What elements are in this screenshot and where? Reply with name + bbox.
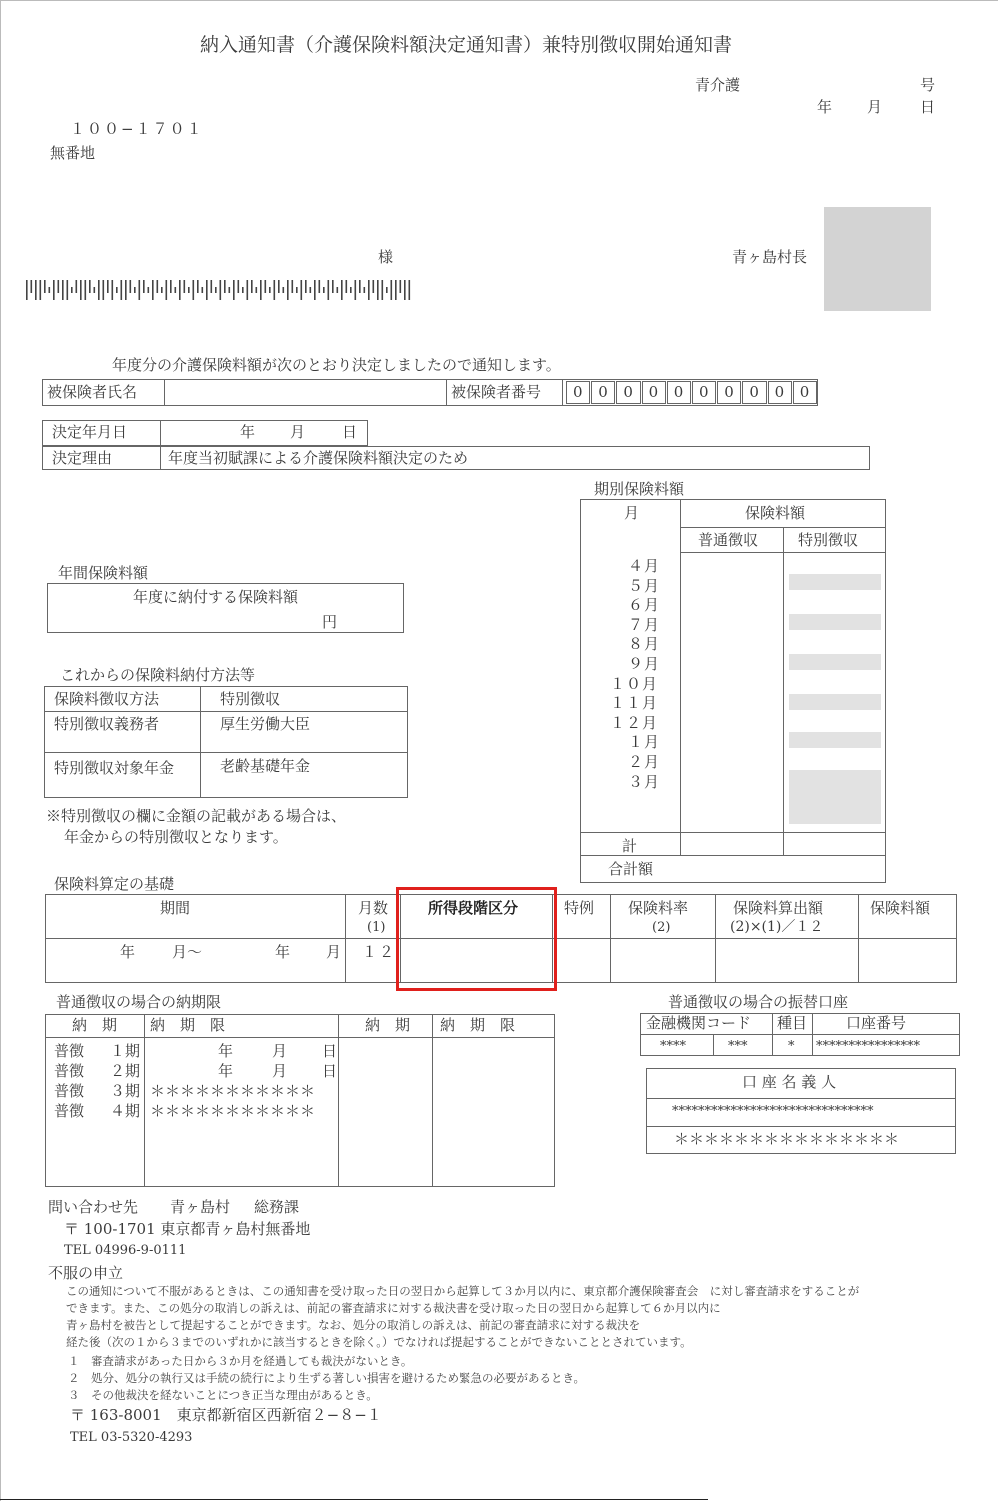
appeal-title: 不服の申立 (48, 1264, 124, 1282)
reference-label: 青介護 (695, 76, 741, 94)
basis-rate-sub: (2) (652, 920, 671, 935)
barcode-bar (179, 280, 181, 300)
decision-day: 日 (342, 423, 358, 441)
barcode-bar (283, 287, 285, 293)
due-limit-day: 日 (322, 1062, 338, 1080)
barcode-bar (278, 280, 280, 293)
basis-from-month: 月〜 (172, 943, 203, 961)
barcode-bar (395, 280, 397, 300)
due-limit-masked: ＊＊＊＊＊＊＊＊＊＊＊ (150, 1082, 316, 1100)
barcode-bar (400, 280, 402, 293)
barcode-bar (332, 280, 334, 293)
barcode-bar (193, 280, 195, 300)
period-month: １月 (628, 733, 661, 752)
barcode-bar (170, 280, 172, 293)
decision-reason-value: 年度当初賦課による介護保険料額決定のため (168, 449, 469, 467)
due-limit-header-2: 納 期 限 (440, 1016, 516, 1034)
barcode-bar (26, 280, 28, 300)
due-title: 普通徴収の場合の納期限 (56, 993, 222, 1011)
period-special-header: 特別徴収 (798, 531, 859, 549)
period-total-label: 合計額 (608, 860, 654, 878)
barcode-bar (301, 280, 303, 300)
appeal-line: 経た後（次の１から３までのいずれかに該当するときを除く。）でなければ提起することができないこととされています。 (66, 1335, 692, 1349)
barcode-bar (130, 280, 132, 293)
bank-title: 普通徴収の場合の振替口座 (668, 993, 849, 1011)
barcode-bar (296, 287, 298, 293)
appeal-tel: TEL 03-5320-4293 (70, 1430, 193, 1445)
due-limit-year: 年 (218, 1062, 234, 1080)
number-digit: 0 (799, 383, 810, 401)
barcode-bar (98, 280, 100, 300)
period-month: ９月 (628, 655, 661, 673)
method-row-2-label: 特別徴収対象年金 (54, 759, 175, 777)
method-note-line1: ※特別徴収の欄に金額の記載がある場合は、 (46, 807, 347, 825)
barcode-bar (404, 280, 406, 300)
due-kind: 普徴 (54, 1042, 85, 1060)
bank-code-header: 金融機関コード (646, 1014, 752, 1032)
due-kind: 普徴 (54, 1102, 85, 1120)
barcode-bar (139, 280, 141, 300)
insured-name-label: 被保険者氏名 (47, 383, 138, 401)
barcode-bar (211, 280, 213, 293)
barcode-bar (76, 280, 78, 293)
barcode-bar (409, 280, 411, 300)
due-limit-month: 月 (272, 1062, 288, 1080)
barcode-bar (206, 280, 208, 300)
period-month: １１月 (610, 694, 659, 713)
appeal-line: ３ その他裁決を経ないことにつき正当な理由があるとき。 (68, 1388, 378, 1402)
contact-address: 〒 100-1701 東京都青ヶ島村無番地 (64, 1220, 311, 1238)
barcode-bar (287, 280, 289, 300)
bottom-edge (0, 1499, 708, 1500)
barcode-bar (143, 280, 145, 293)
barcode-bar (251, 280, 253, 293)
bank-code-value-2: *** (728, 1039, 748, 1054)
barcode-bar (188, 287, 190, 293)
barcode-bar (85, 280, 87, 300)
barcode-bar (197, 280, 199, 293)
barcode-bar (58, 280, 60, 293)
barcode-bar (337, 287, 339, 293)
document-title: 納入通知書（介護保険料額決定通知書）兼特別徴収開始通知書 (200, 34, 733, 56)
barcode-bar (35, 280, 37, 300)
method-row-2-value: 老齢基礎年金 (220, 757, 311, 775)
number-digit: 0 (774, 383, 785, 401)
number-digit: 0 (699, 383, 709, 401)
barcode-bar (121, 280, 123, 300)
official-seal-redacted (824, 207, 931, 311)
period-month: ８月 (628, 635, 661, 654)
income-bracket-highlight (396, 887, 557, 991)
bank-account-value: **************** (816, 1039, 920, 1054)
barcode-bar (373, 280, 375, 293)
barcode-bar (305, 280, 307, 293)
barcode-bar (71, 287, 73, 293)
due-limit-month: 月 (272, 1042, 288, 1060)
basis-months-sub: (1) (367, 920, 386, 935)
bank-type-value: * (788, 1039, 795, 1054)
appeal-line: ２ 処分、処分の執行又は手続の続行により生ずる著しい損害を避けるため緊急の必要があるとき。 (68, 1371, 586, 1385)
annual-title: 年間保険料額 (58, 564, 149, 582)
barcode-bar (184, 280, 186, 293)
due-term-header: 納 期 (72, 1016, 118, 1034)
due-limit-day: 日 (322, 1042, 338, 1060)
period-month-header: 月 (624, 504, 640, 522)
period-month: ３月 (628, 772, 661, 791)
method-note-line2: 年金からの特別徴収となります。 (64, 828, 288, 846)
due-kind: 普徴 (54, 1082, 85, 1100)
contact-label: 問い合わせ先 (48, 1198, 139, 1216)
barcode-bar (31, 280, 33, 293)
period-month: ７月 (628, 615, 661, 634)
number-digit: 0 (724, 383, 734, 401)
barcode-bar (233, 280, 235, 300)
bank-type-header: 種目 (777, 1014, 808, 1032)
basis-to-year: 年 (275, 943, 291, 961)
barcode-bar (391, 280, 393, 300)
annual-line1: 年度に納付する保険料額 (133, 588, 299, 606)
barcode-bar (274, 280, 276, 300)
basis-months-header: 月数 (358, 899, 389, 917)
method-row-0-value: 特別徴収 (220, 690, 281, 708)
barcode-bar (161, 287, 163, 293)
period-normal-header: 普通徴収 (698, 531, 759, 549)
basis-calc-sub: (2)×(1)／１２ (730, 919, 824, 935)
barcode-bar (310, 287, 312, 293)
basis-period-header: 期間 (160, 899, 191, 917)
number-digit: 0 (749, 383, 759, 401)
barcode-bar (364, 287, 366, 293)
number-digit: 0 (648, 383, 659, 401)
barcode-bar (265, 280, 267, 293)
barcode-bar (166, 280, 168, 300)
barcode-bar (40, 280, 42, 300)
period-month: １２月 (610, 713, 659, 732)
barcode-bar (386, 287, 388, 293)
barcode-bar (359, 280, 361, 293)
barcode-bar (229, 287, 231, 293)
barcode-bar (215, 287, 217, 293)
barcode-bar (175, 287, 177, 293)
barcode-bar (314, 280, 316, 300)
due-limit-year: 年 (218, 1042, 234, 1060)
decision-year: 年 (240, 423, 256, 441)
contact-dept: 総務課 (254, 1198, 300, 1216)
basis-fee-header: 保険料額 (870, 899, 931, 917)
contact-org: 青ヶ島村 (170, 1198, 231, 1216)
barcode-bar (49, 287, 51, 293)
barcode-bar (103, 280, 105, 300)
due-kind: 普徴 (54, 1062, 85, 1080)
decision-date-label: 決定年月日 (52, 423, 128, 441)
reference-suffix: 号 (920, 76, 936, 94)
number-digit: 0 (573, 383, 583, 401)
barcode-bar (62, 280, 64, 300)
period-month: ６月 (628, 596, 661, 615)
bank-account-header: 口座番号 (846, 1014, 907, 1032)
period-month: ４月 (628, 557, 661, 575)
barcode-bar (116, 287, 118, 293)
number-digit: 0 (623, 383, 633, 401)
appeal-line: 青ヶ島村を被告として提起することができます。なお、処分の取消しの訴えは、前記の審査請求に対する裁決を (66, 1318, 641, 1332)
bank-code-value: **** (660, 1039, 686, 1054)
period-month: １０月 (610, 674, 659, 693)
period-fee-header: 保険料額 (745, 504, 806, 522)
decision-reason-label: 決定理由 (52, 449, 113, 467)
barcode-bar (247, 280, 249, 300)
appeal-line: この通知について不服があるときは、この通知書を受け取った日の翌日から起算して３か月以内に、東京都介護保険審査会 に対し審査請求をすることが (66, 1284, 860, 1298)
due-term: ４期 (110, 1102, 141, 1120)
basis-from-year: 年 (120, 943, 136, 961)
basis-to-month: 月 (326, 943, 342, 961)
insured-number-label: 被保険者番号 (451, 383, 542, 401)
barcode-bar (80, 280, 82, 300)
basis-rate-header: 保険料率 (628, 899, 689, 917)
due-limit-masked: ＊＊＊＊＊＊＊＊＊＊＊ (150, 1102, 316, 1120)
barcode-bar (238, 280, 240, 293)
barcode-bar (53, 280, 55, 300)
appeal-address: 〒 163-8001 東京都新宿区西新宿２−８−１ (70, 1406, 382, 1424)
method-row-1-value: 厚生労働大臣 (220, 715, 311, 733)
due-table (45, 1014, 555, 1187)
address: 無番地 (50, 144, 96, 162)
appeal-line: １ 審査請求があった日から３か月を経過しても裁決がないとき。 (68, 1354, 413, 1368)
holder-header: 口 座 名 義 人 (742, 1073, 837, 1091)
issue-year: 年 (817, 98, 833, 116)
method-row-1-label: 特別徴収義務者 (54, 715, 160, 733)
addressee-suffix: 様 (378, 248, 394, 266)
barcode-bar (377, 280, 379, 300)
barcode-bar (368, 280, 370, 300)
decision-month: 月 (290, 423, 306, 441)
number-digit: 0 (598, 383, 608, 401)
basis-months-value: １２ (362, 943, 397, 961)
barcode-bar (323, 287, 325, 293)
due-term: ３期 (110, 1082, 141, 1100)
barcode-bar (224, 280, 226, 293)
barcode-bar (152, 280, 154, 300)
barcode-bar (242, 287, 244, 293)
barcode-bar (125, 280, 127, 300)
due-term: １期 (110, 1042, 141, 1060)
barcode-bar (260, 280, 262, 300)
basis-title: 保険料算定の基礎 (54, 875, 175, 893)
barcode-bar (202, 287, 204, 293)
annual-unit: 円 (322, 613, 338, 631)
barcode-bar (382, 280, 384, 300)
period-fees-title: 期別保険料額 (594, 480, 685, 498)
barcode-bar (341, 280, 343, 300)
holder-line2: ＊＊＊＊＊＊＊＊＊＊＊＊＊＊＊ (674, 1130, 900, 1148)
barcode-bar (112, 280, 114, 300)
barcode-bar (157, 280, 159, 293)
basis-calc-header: 保険料算出額 (733, 899, 824, 917)
contact-tel: TEL 04996-9-0111 (64, 1243, 187, 1258)
barcode-bar (134, 287, 136, 293)
barcode-bar (292, 280, 294, 293)
barcode-bar (220, 280, 222, 300)
special-amounts-redacted (787, 570, 883, 830)
issue-month: 月 (867, 98, 883, 116)
holder-line1: ******************************* (672, 1104, 874, 1119)
barcode-bar (89, 280, 91, 293)
barcode-bar (328, 280, 330, 300)
issuer-name: 青ヶ島村長 (732, 248, 808, 266)
barcode-bar (355, 280, 357, 300)
number-digit: 0 (673, 383, 684, 401)
due-limit-header: 納 期 限 (150, 1016, 226, 1034)
customer-barcode (26, 280, 416, 302)
barcode-bar (94, 287, 96, 293)
barcode-bar (67, 280, 69, 300)
barcode-bar (346, 280, 348, 293)
barcode-bar (44, 280, 46, 293)
period-subtotal-label: 計 (622, 837, 638, 855)
barcode-bar (148, 287, 150, 293)
barcode-bar (269, 287, 271, 293)
barcode-bar (107, 280, 109, 293)
due-term-header-2: 納 期 (365, 1016, 411, 1034)
method-row-0-label: 保険料徴収方法 (54, 690, 160, 708)
appeal-line: できます。また、この処分の取消しの訴えは、前記の審査請求に対する裁決書を受け取った日の翌日から起算して６か月以内に (66, 1301, 721, 1315)
basis-income-header: 所得段階区分 (428, 899, 519, 917)
method-title: これからの保険料納付方法等 (60, 666, 256, 684)
due-term: ２期 (110, 1062, 141, 1080)
basis-special-header: 特例 (564, 899, 595, 917)
barcode-bar (319, 280, 321, 293)
barcode-bar (256, 287, 258, 293)
barcode-bar (350, 287, 352, 293)
intro-text: 年度分の介護保険料額が次のとおり決定しましたので通知します。 (112, 356, 561, 374)
postal-code: １００−１７０１ (70, 120, 204, 138)
issue-day: 日 (920, 98, 936, 116)
period-month: ５月 (628, 576, 661, 595)
period-month: ２月 (628, 753, 661, 771)
